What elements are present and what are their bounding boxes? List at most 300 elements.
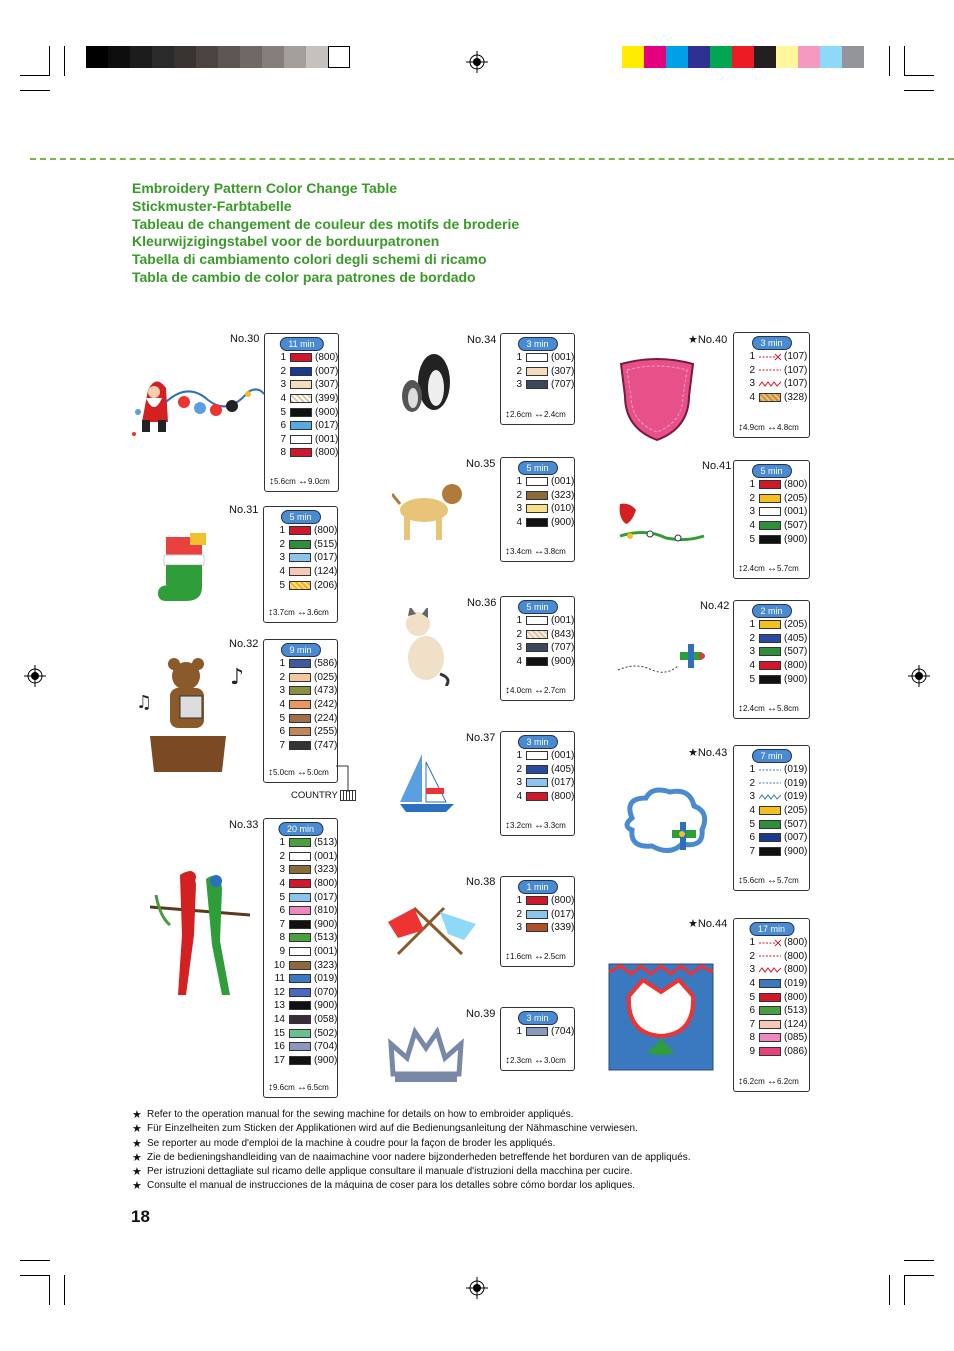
footnote-2 <box>132 1137 691 1151</box>
crop-mark <box>904 75 934 76</box>
pattern-dimensions <box>268 607 329 618</box>
color-row <box>269 711 337 725</box>
color-step-number: 3 <box>279 552 285 564</box>
color-swatch <box>289 581 311 590</box>
height-value: 2.3cm <box>510 1056 532 1065</box>
footnote-text: Refer to the operation manual for the sewing machine for details on how to embroider appliqués. <box>147 1109 574 1120</box>
pattern-dimensions <box>505 546 566 557</box>
pattern-dimensions <box>505 409 566 420</box>
color-row <box>269 684 337 698</box>
pattern-dimensions <box>505 685 566 696</box>
pattern-label-p31 <box>229 504 258 516</box>
title-es: Tabla de cambio de color para patrones de bordado <box>132 268 476 285</box>
registration-mark-icon <box>466 1277 488 1299</box>
width-value: 5.8cm <box>777 704 799 713</box>
color-row <box>270 378 338 392</box>
color-swatch <box>526 778 548 787</box>
crop-mark <box>904 46 905 76</box>
color-swatch <box>759 661 781 670</box>
color-row <box>269 931 337 945</box>
thread-code: (001) <box>551 352 575 364</box>
thread-code: (800) <box>784 660 808 672</box>
color-step-number: 2 <box>516 763 522 775</box>
parrots-embroidery-image <box>150 855 250 1005</box>
thread-code: (900) <box>315 406 339 418</box>
color-row <box>269 739 337 753</box>
dog-embroidery-image <box>392 478 466 544</box>
color-row <box>269 863 337 877</box>
tulip-frame-applique-image <box>607 962 715 1072</box>
color-swatch <box>526 751 548 760</box>
teddy-bear-accordion-embroidery-image <box>130 656 258 774</box>
color-row <box>506 908 574 922</box>
thread-code: (810) <box>314 905 338 917</box>
color-step-number: 5 <box>749 818 755 830</box>
pattern-dimensions <box>738 703 799 714</box>
registration-mark-icon <box>466 51 488 73</box>
pattern-dimensions <box>505 951 566 962</box>
dashed-divider <box>30 158 954 160</box>
footnote-3 <box>132 1151 691 1165</box>
color-row <box>739 532 807 546</box>
color-step-number: 2 <box>516 365 522 377</box>
color-row <box>739 377 807 391</box>
thread-code: (019) <box>314 973 338 985</box>
height-value: 3.7cm <box>273 608 295 617</box>
color-swatch <box>289 673 311 682</box>
color-step-number: 1 <box>516 352 522 364</box>
color-step-number: 1 <box>280 352 286 364</box>
pattern-number: No.30 <box>230 333 260 345</box>
pattern-number: No.33 <box>229 819 259 831</box>
sewing-time-badge: 11 min <box>279 337 323 351</box>
color-swatch <box>759 833 781 842</box>
color-row <box>270 365 338 379</box>
color-row <box>739 790 807 804</box>
thread-code: (017) <box>551 908 575 920</box>
width-value: 2.5cm <box>544 952 566 961</box>
color-table-p35 <box>500 457 575 562</box>
color-step-number: 4 <box>516 791 522 803</box>
color-step-number: 3 <box>516 379 522 391</box>
color-row <box>506 921 574 935</box>
footnote-0 <box>132 1108 691 1122</box>
color-row <box>269 850 337 864</box>
country-callout-line <box>336 764 350 794</box>
color-step-number: 1 <box>516 750 522 762</box>
color-row <box>739 1031 807 1045</box>
thread-code: (019) <box>784 791 808 803</box>
color-step-number: 3 <box>280 379 286 391</box>
thread-code: (704) <box>551 1026 575 1038</box>
color-row <box>269 904 337 918</box>
color-swatch <box>526 616 548 625</box>
pattern-dimensions <box>738 875 799 886</box>
height-value: 2.4cm <box>743 704 765 713</box>
sewing-time-badge: 5 min <box>517 600 557 614</box>
thread-code: (328) <box>784 392 808 404</box>
color-step-number: 1 <box>749 937 755 949</box>
color-table-p30 <box>264 333 339 492</box>
thread-code: (515) <box>314 538 338 550</box>
pattern-label-p36 <box>467 597 496 609</box>
color-row <box>739 505 807 519</box>
color-swatch <box>290 421 312 430</box>
color-step-number: 7 <box>279 918 285 930</box>
height-value: 4.0cm <box>510 686 532 695</box>
thread-code: (001) <box>314 850 338 862</box>
color-row <box>506 1025 574 1039</box>
penguins-embroidery-image <box>398 352 456 414</box>
thread-code: (206) <box>314 579 338 591</box>
thread-code: (507) <box>784 646 808 658</box>
color-step-number: 5 <box>280 406 286 418</box>
crop-mark <box>49 1275 50 1305</box>
color-row <box>739 990 807 1004</box>
stitch-line-swatch <box>759 792 781 801</box>
thread-code: (001) <box>315 433 339 445</box>
color-swatch <box>289 974 311 983</box>
color-row <box>739 831 807 845</box>
color-table-p31 <box>263 506 338 623</box>
thread-code: (242) <box>314 699 338 711</box>
color-row <box>739 632 807 646</box>
color-swatch <box>759 634 781 643</box>
color-table-p39 <box>500 1007 575 1071</box>
color-swatch <box>289 920 311 929</box>
color-row <box>269 972 337 986</box>
color-swatch <box>290 408 312 417</box>
registration-mark-icon <box>908 665 930 687</box>
color-step-number: 6 <box>279 905 285 917</box>
color-table-p36 <box>500 596 575 701</box>
color-step-number: 7 <box>749 845 755 857</box>
thread-code: (001) <box>551 750 575 762</box>
width-arrow-icon: ↔ <box>534 951 545 962</box>
color-row <box>269 877 337 891</box>
svg-text:♫: ♫ <box>136 692 153 713</box>
color-step-number: 3 <box>749 378 755 390</box>
thread-code: (707) <box>551 379 575 391</box>
sewing-time-badge: 7 min <box>751 749 791 763</box>
thread-code: (085) <box>784 1032 808 1044</box>
height-value: 1.6cm <box>510 952 532 961</box>
width-arrow-icon: ↔ <box>534 820 545 831</box>
color-swatch <box>526 910 548 919</box>
color-row <box>506 502 574 516</box>
color-row <box>269 986 337 1000</box>
color-row <box>269 551 337 565</box>
pattern-number: No.41 <box>702 460 732 472</box>
width-value: 5.7cm <box>777 876 799 885</box>
height-arrow-icon: ↕ <box>738 563 743 574</box>
color-step-number: 7 <box>279 739 285 751</box>
color-row <box>269 1054 337 1068</box>
color-step-number: 10 <box>273 959 285 971</box>
width-arrow-icon: ↔ <box>534 685 545 696</box>
pattern-dimensions <box>505 1055 566 1066</box>
width-arrow-icon: ↔ <box>767 875 778 886</box>
color-swatch <box>289 714 311 723</box>
width-arrow-icon: ↔ <box>767 1076 778 1087</box>
thread-code: (001) <box>551 476 575 488</box>
color-swatch <box>289 906 311 915</box>
height-arrow-icon: ↕ <box>505 1055 510 1066</box>
color-row <box>506 628 574 642</box>
color-step-number: 2 <box>749 492 755 504</box>
color-step-number: 8 <box>279 932 285 944</box>
svg-text:♪: ♪ <box>230 665 245 690</box>
thread-code: (001) <box>551 615 575 627</box>
thread-code: (405) <box>784 632 808 644</box>
color-swatch <box>289 1042 311 1051</box>
thread-code: (707) <box>551 642 575 654</box>
thread-code: (107) <box>784 351 808 363</box>
sewing-time-badge: 5 min <box>751 464 791 478</box>
star-icon: ★ <box>688 747 698 759</box>
color-step-number: 1 <box>749 764 755 776</box>
thread-code: (070) <box>314 986 338 998</box>
color-swatch <box>289 852 311 861</box>
color-row <box>269 1040 337 1054</box>
thread-code: (800) <box>314 525 338 537</box>
pattern-number: No.36 <box>467 597 497 609</box>
height-value: 3.2cm <box>510 821 532 830</box>
stitch-line-swatch <box>759 965 781 974</box>
color-step-number: 3 <box>516 777 522 789</box>
width-value: 2.4cm <box>544 410 566 419</box>
title-nl: Kleurwijzigingstabel voor de borduurpatronen <box>132 233 440 250</box>
color-row <box>506 351 574 365</box>
sewing-time-badge: 3 min <box>517 735 557 749</box>
color-table-p44 <box>733 918 810 1092</box>
thread-code: (800) <box>784 950 808 962</box>
width-value: 5.7cm <box>777 564 799 573</box>
sewing-time-badge: 3 min <box>517 337 557 351</box>
color-swatch <box>289 1015 311 1024</box>
height-arrow-icon: ↕ <box>505 685 510 696</box>
thread-code: (025) <box>314 671 338 683</box>
thread-code: (017) <box>314 552 338 564</box>
color-step-number: 2 <box>516 908 522 920</box>
color-row <box>269 698 337 712</box>
color-row <box>739 364 807 378</box>
sewing-time-badge: 5 min <box>280 510 320 524</box>
cloud-airplane-applique-image <box>620 784 712 864</box>
color-swatch <box>289 933 311 942</box>
height-value: 5.0cm <box>273 768 295 777</box>
thread-code: (107) <box>784 364 808 376</box>
width-arrow-icon: ↔ <box>767 563 778 574</box>
thread-code: (323) <box>314 864 338 876</box>
color-row <box>269 958 337 972</box>
thread-code: (507) <box>784 818 808 830</box>
color-table-p34 <box>500 333 575 425</box>
color-row <box>269 918 337 932</box>
color-swatch <box>526 657 548 666</box>
color-swatch <box>289 526 311 535</box>
thread-code: (900) <box>784 673 808 685</box>
color-table-p33 <box>263 818 338 1098</box>
star-icon: ★ <box>132 1166 142 1179</box>
color-swatch <box>526 504 548 513</box>
stitch-line-swatch <box>759 765 781 774</box>
pattern-number: No.32 <box>229 638 259 650</box>
thread-code: (502) <box>314 1027 338 1039</box>
color-swatch <box>289 988 311 997</box>
color-step-number: 2 <box>280 365 286 377</box>
color-step-number: 13 <box>273 1000 285 1012</box>
color-swatch <box>526 477 548 486</box>
color-step-number: 6 <box>749 832 755 844</box>
color-swatch <box>526 1027 548 1036</box>
color-step-number: 5 <box>749 673 755 685</box>
color-row <box>506 655 574 669</box>
star-icon: ★ <box>132 1109 142 1121</box>
color-swatch <box>526 923 548 932</box>
color-step-number: 2 <box>749 950 755 962</box>
thread-code: (086) <box>784 1046 808 1058</box>
color-step-number: 4 <box>280 393 286 405</box>
color-step-number: 2 <box>749 364 755 376</box>
pattern-label-p30 <box>230 333 259 345</box>
star-icon: ★ <box>132 1151 142 1164</box>
crop-mark <box>904 90 934 91</box>
color-row <box>739 1045 807 1059</box>
color-step-number: 3 <box>279 864 285 876</box>
color-swatch <box>289 686 311 695</box>
width-arrow-icon: ↔ <box>297 1082 308 1093</box>
pattern-dimensions <box>738 1076 799 1087</box>
color-row <box>739 1018 807 1032</box>
title-fr: Tableau de changement de couleur des motifs de broderie <box>132 215 520 232</box>
color-step-number: 7 <box>280 433 286 445</box>
footnotes <box>132 1108 691 1194</box>
thread-code: (010) <box>551 503 575 515</box>
height-arrow-icon: ↕ <box>738 875 743 886</box>
color-table-p41 <box>733 460 810 579</box>
width-value: 5.0cm <box>307 768 329 777</box>
pattern-number: No.31 <box>229 504 259 516</box>
thread-code: (800) <box>784 991 808 1003</box>
page-titles <box>132 180 519 287</box>
color-row <box>739 391 807 405</box>
thread-code: (900) <box>551 517 575 529</box>
color-row <box>506 763 574 777</box>
color-row <box>269 890 337 904</box>
color-step-number: 3 <box>749 646 755 658</box>
pattern-number: No.42 <box>700 600 730 612</box>
color-step-number: 2 <box>279 538 285 550</box>
pattern-dimensions <box>268 1082 329 1093</box>
sewing-time-badge: 1 min <box>517 880 557 894</box>
width-value: 3.6cm <box>307 608 329 617</box>
color-row <box>506 894 574 908</box>
width-arrow-icon: ↔ <box>534 546 545 557</box>
width-value: 3.3cm <box>544 821 566 830</box>
color-step-number: 4 <box>749 392 755 404</box>
color-step-number: 5 <box>279 579 285 591</box>
crop-mark <box>904 1275 905 1305</box>
color-step-number: 4 <box>749 805 755 817</box>
thread-code: (124) <box>784 1018 808 1030</box>
color-swatch <box>759 806 781 815</box>
color-step-number: 4 <box>749 660 755 672</box>
height-arrow-icon: ↕ <box>505 546 510 557</box>
color-step-number: 1 <box>279 658 285 670</box>
color-step-number: 2 <box>749 632 755 644</box>
color-step-number: 2 <box>749 777 755 789</box>
color-swatch <box>759 979 781 988</box>
color-step-number: 2 <box>279 850 285 862</box>
star-icon: ★ <box>132 1123 142 1136</box>
height-value: 2.6cm <box>510 410 532 419</box>
width-value: 3.0cm <box>544 1056 566 1065</box>
width-arrow-icon: ↔ <box>298 476 309 487</box>
thread-code: (800) <box>551 895 575 907</box>
height-arrow-icon: ↕ <box>268 767 273 778</box>
color-table-p43 <box>733 745 810 891</box>
width-arrow-icon: ↔ <box>297 607 308 618</box>
pattern-label-p32 <box>229 638 258 650</box>
color-row <box>506 641 574 655</box>
footnote-text: Se reporter au mode d'emploi de la machine à coudre pour la façon de broder les appliqués. <box>147 1137 556 1149</box>
color-step-number: 3 <box>749 506 755 518</box>
color-row <box>739 950 807 964</box>
star-icon: ★ <box>688 918 698 930</box>
page-number: 18 <box>131 1207 150 1226</box>
thread-code: (800) <box>315 447 339 459</box>
grayscale-calibration-bar <box>86 46 350 68</box>
color-step-number: 1 <box>749 479 755 491</box>
pattern-dimensions <box>738 422 799 433</box>
color-swatch <box>289 1029 311 1038</box>
height-arrow-icon: ↕ <box>738 703 743 714</box>
thread-code: (399) <box>315 393 339 405</box>
color-table-p42 <box>733 600 810 719</box>
crop-mark <box>904 1275 934 1276</box>
color-row <box>739 963 807 977</box>
pattern-dimensions <box>505 820 566 831</box>
color-swatch <box>289 659 311 668</box>
color-row <box>739 1004 807 1018</box>
color-step-number: 1 <box>749 351 755 363</box>
sewing-time-badge: 5 min <box>517 461 557 475</box>
color-step-number: 1 <box>516 895 522 907</box>
color-swatch <box>289 741 311 750</box>
crop-mark <box>49 46 50 76</box>
color-row <box>739 763 807 777</box>
color-row <box>739 519 807 533</box>
color-swatch <box>289 700 311 709</box>
thread-code: (800) <box>551 791 575 803</box>
pattern-label-p41 <box>702 460 731 472</box>
thread-code: (017) <box>315 420 339 432</box>
height-arrow-icon: ↕ <box>738 422 743 433</box>
thread-code: (323) <box>551 489 575 501</box>
color-row <box>739 659 807 673</box>
height-arrow-icon: ↕ <box>269 476 274 487</box>
color-swatch <box>759 647 781 656</box>
thread-code: (323) <box>314 959 338 971</box>
pattern-label-p42 <box>700 600 729 612</box>
crop-mark <box>20 1275 50 1276</box>
thread-code: (900) <box>784 533 808 545</box>
color-step-number: 1 <box>279 837 285 849</box>
height-arrow-icon: ↕ <box>505 951 510 962</box>
color-row <box>506 516 574 530</box>
pattern-label-p40 <box>688 333 727 346</box>
